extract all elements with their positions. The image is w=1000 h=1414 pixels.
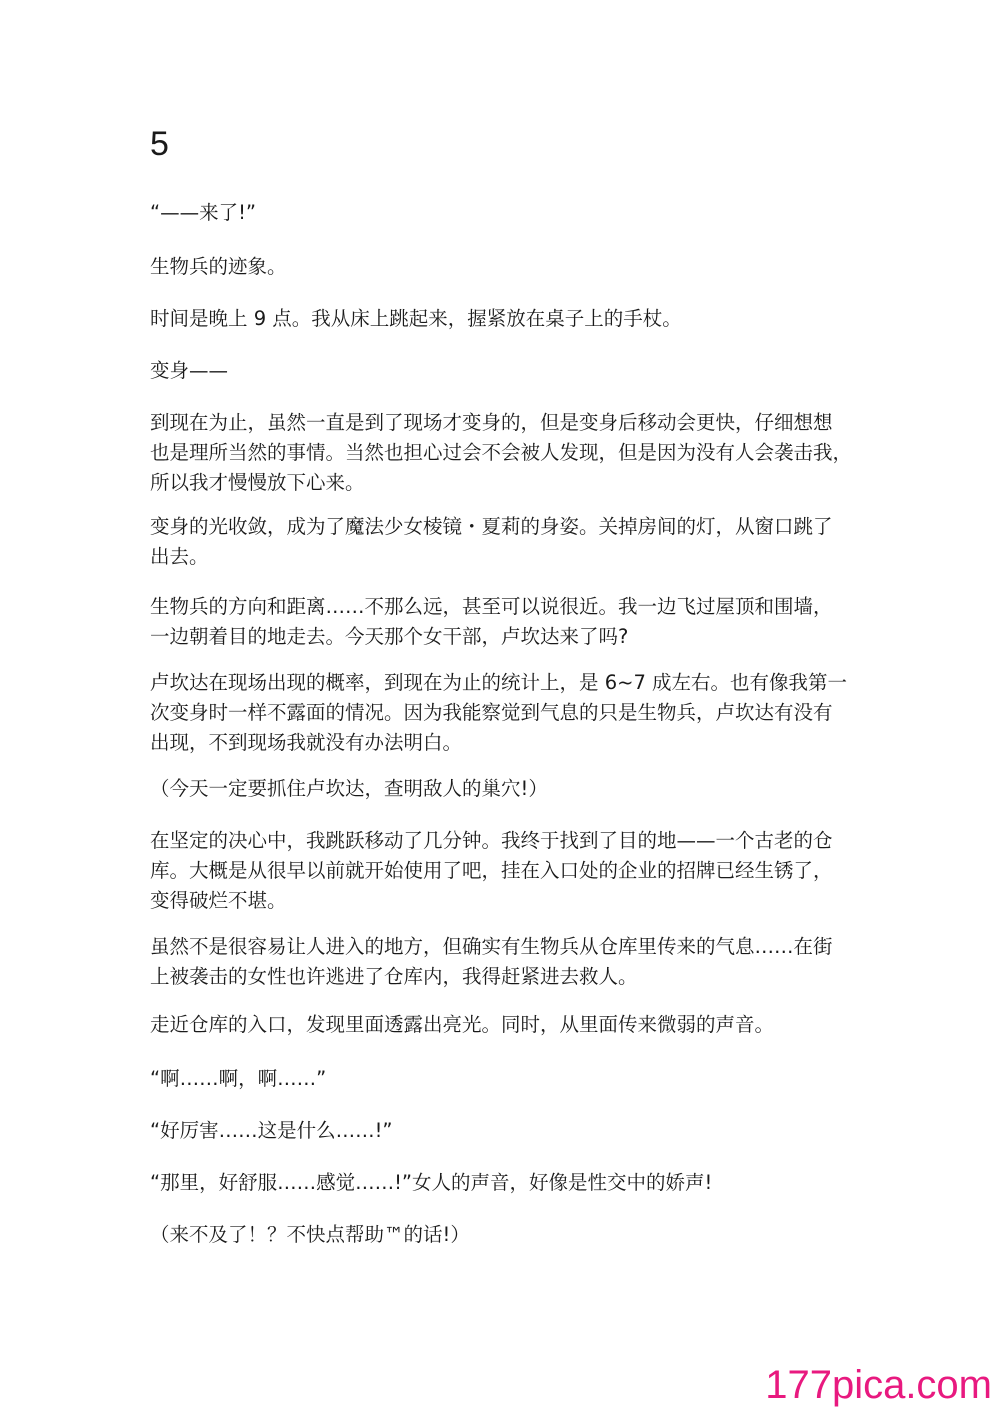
text-line: “——来了!”: [150, 201, 257, 224]
watermark: 177pica.com: [765, 1363, 992, 1407]
paragraph: [150, 668, 865, 758]
text-line: 一边朝着目的地走去。今天那个女干部，卢坎达来了吗?: [150, 625, 629, 648]
text-line: 生物兵的方向和距离……不那么远，甚至可以说很近。我一边飞过屋顶和围墙，: [150, 595, 833, 618]
text-line: “那里，好舒服……感觉……!”女人的声音，好像是性交中的娇声!: [150, 1171, 713, 1194]
text-line: （来不及了！？不快点帮助™的话!）: [150, 1223, 470, 1246]
text-line: 次变身时一样不露面的情况。因为我能察觉到气息的只是生物兵，卢坎达有没有: [150, 701, 833, 724]
text-line: 变身的光收敛，成为了魔法少女棱镜・夏莉的身姿。关掉房间的灯，从窗口跳了: [150, 515, 833, 538]
paragraph: [150, 1064, 865, 1094]
text-line: 时间是晚上 9 点。我从床上跳起来，握紧放在桌子上的手杖。: [150, 307, 682, 330]
paragraph: [150, 1116, 865, 1146]
text-line: 变身——: [150, 359, 229, 382]
paragraph: [150, 1168, 865, 1198]
text-line: 所以我才慢慢放下心来。: [150, 471, 365, 494]
text-line: 在坚定的决心中，我跳跃移动了几分钟。我终于找到了目的地——一个古老的仓: [150, 829, 833, 852]
paragraph: [150, 592, 865, 652]
chapter-number: 5: [150, 125, 169, 163]
paragraph: [150, 304, 865, 334]
paragraph: [150, 1220, 865, 1250]
text-line: 上被袭击的女性也许逃进了仓库内，我得赶紧进去救人。: [150, 965, 638, 988]
text-line: 卢坎达在现场出现的概率，到现在为止的统计上，是 6~7 成左右。也有像我第一: [150, 671, 848, 694]
text-line: 到现在为止，虽然一直是到了现场才变身的，但是变身后移动会更快，仔细想想: [150, 411, 833, 434]
paragraph: [150, 252, 865, 282]
text-line: 也是理所当然的事情。当然也担心过会不会被人发现，但是因为没有人会袭击我，: [150, 441, 853, 464]
paragraph: [150, 408, 865, 498]
text-line: （今天一定要抓住卢坎达，查明敌人的巢穴!）: [150, 777, 548, 800]
text-line: 变得破烂不堪。: [150, 889, 287, 912]
paragraph: [150, 932, 865, 992]
text-line: “好厉害……这是什么……!”: [150, 1119, 393, 1142]
paragraph: [150, 774, 865, 804]
text-line: “啊……啊，啊……”: [150, 1067, 327, 1090]
paragraph: [150, 356, 865, 386]
text-line: 库。大概是从很早以前就开始使用了吧，挂在入口处的企业的招牌已经生锈了，: [150, 859, 833, 882]
text-line: 生物兵的迹象。: [150, 255, 287, 278]
text-line: 虽然不是很容易让人进入的地方，但确实有生物兵从仓库里传来的气息……在街: [150, 935, 833, 958]
paragraph: [150, 826, 865, 916]
text-line: 出现，不到现场我就没有办法明白。: [150, 731, 463, 754]
text-line: 出去。: [150, 545, 209, 568]
paragraph: [150, 512, 865, 572]
text-line: 走近仓库的入口，发现里面透露出亮光。同时，从里面传来微弱的声音。: [150, 1013, 775, 1036]
paragraph: [150, 1010, 865, 1040]
paragraph: [150, 198, 865, 228]
